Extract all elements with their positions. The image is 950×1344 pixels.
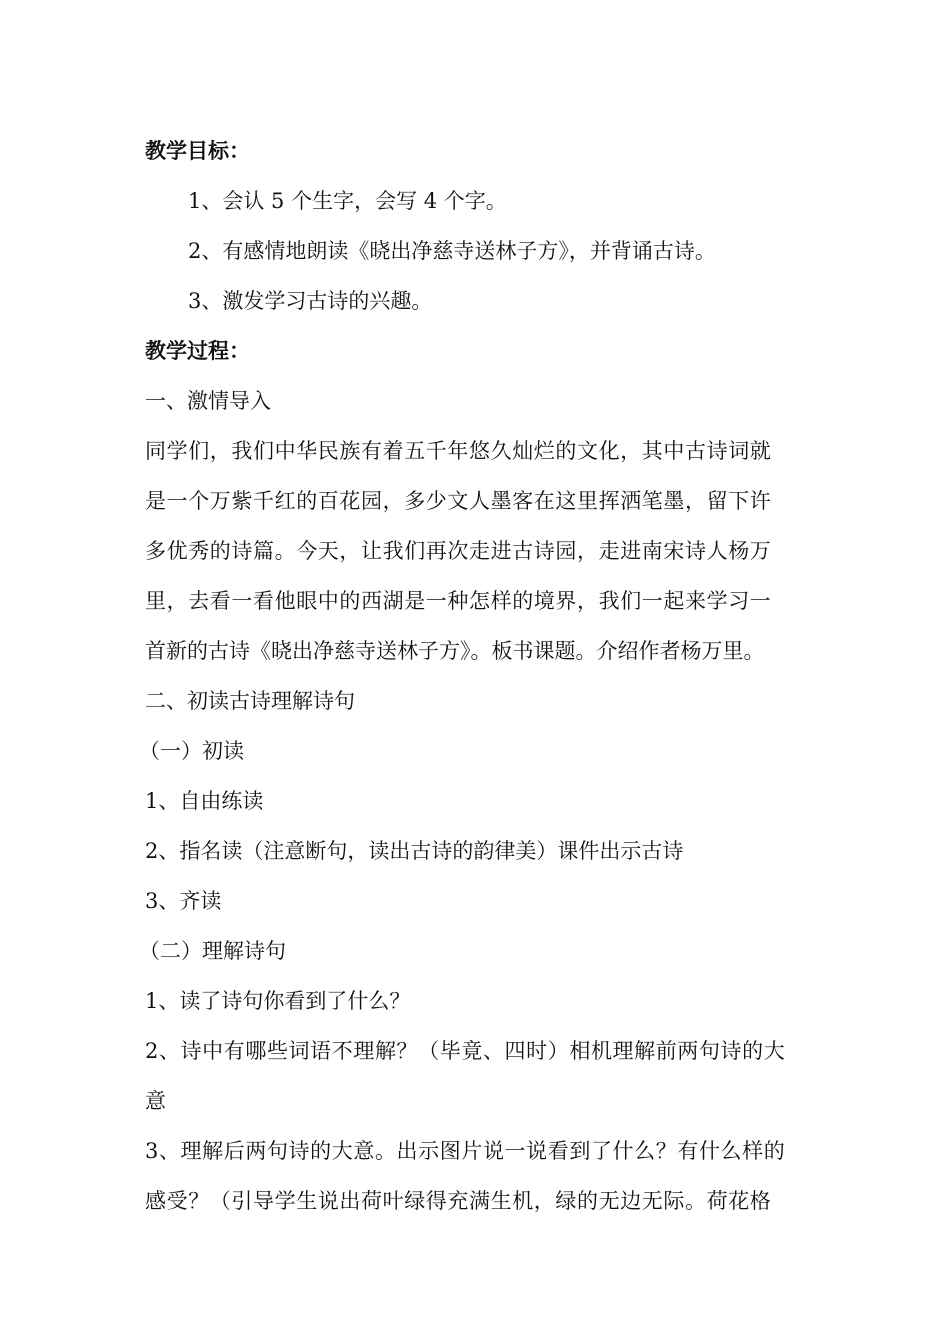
subsection2-title: （二）理解诗句 [139, 939, 286, 963]
goal-item-3: 3、激发学习古诗的兴趣。 [188, 289, 433, 313]
intro-paragraph-line-1: 同学们，我们中华民族有着五千年悠久灿烂的文化，其中古诗词就 [145, 439, 772, 463]
intro-paragraph-line-5: 首新的古诗《晓出净慈寺送林子方》。板书课题。介绍作者杨万里。 [145, 639, 765, 663]
subsection2-item-2-line-1: 2、诗中有哪些词语不理解？（毕竟、四时）相机理解前两句诗的大 [145, 1039, 786, 1063]
subsection1-item-2: 2、指名读（注意断句，读出古诗的韵律美）课件出示古诗 [145, 839, 684, 863]
subsection2-item-3-line-1: 3、理解后两句诗的大意。出示图片说一说看到了什么？有什么样的 [145, 1139, 786, 1163]
document-body [139, 126, 810, 1226]
subsection1-item-3: 3、齐读 [145, 889, 222, 913]
intro-paragraph-line-2: 是一个万紫千红的百花园，多少文人墨客在这里挥洒笔墨，留下许 [145, 489, 772, 513]
goal-item-1: 1、会认 5 个生字，会写 4 个字。 [188, 189, 507, 213]
intro-paragraph-line-3: 多优秀的诗篇。今天，让我们再次走进古诗园，走进南宋诗人杨万 [145, 539, 772, 563]
subsection2-item-2-line-2: 意 [145, 1089, 166, 1113]
section2-title: 二、初读古诗理解诗句 [145, 689, 355, 713]
section1-title: 一、激情导入 [145, 389, 271, 413]
goals-heading: 教学目标： [145, 139, 250, 163]
intro-paragraph-line-4: 里，去看一看他眼中的西湖是一种怎样的境界，我们一起来学习一 [145, 589, 772, 613]
subsection1-title: （一）初读 [139, 739, 244, 763]
goal-item-2: 2、有感情地朗读《晓出净慈寺送林子方》，并背诵古诗。 [188, 239, 716, 263]
process-heading: 教学过程： [145, 339, 250, 363]
subsection2-item-3-line-2: 感受？（引导学生说出荷叶绿得充满生机，绿的无边无际。荷花格 [145, 1189, 772, 1213]
subsection1-item-1: 1、自由练读 [145, 789, 264, 813]
subsection2-item-1: 1、读了诗句你看到了什么？ [145, 989, 411, 1013]
